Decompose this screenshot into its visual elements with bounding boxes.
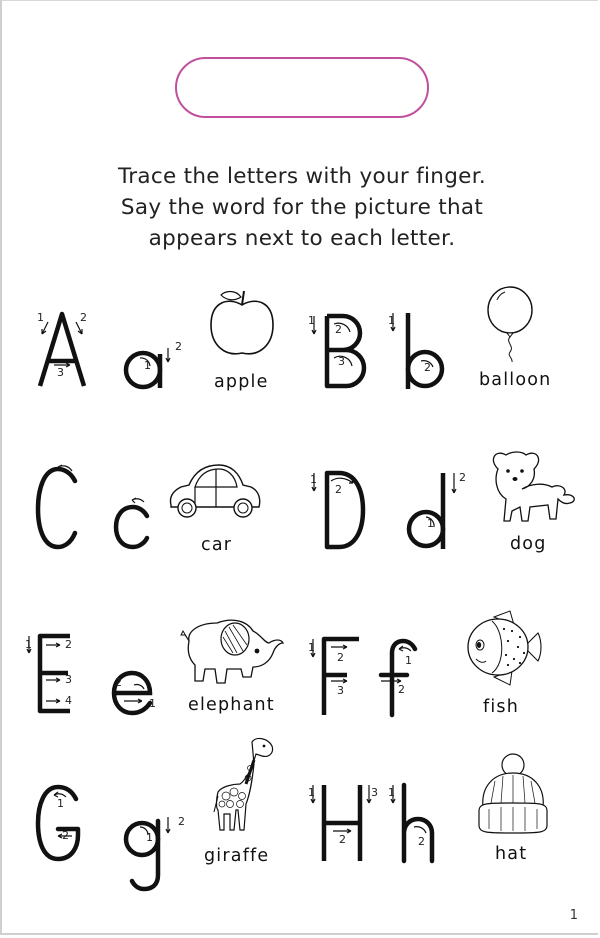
stroke-number: 3 (57, 366, 64, 379)
stroke-number: 1 (308, 314, 315, 327)
dog-icon (486, 449, 581, 524)
stroke-number: 1 (427, 517, 434, 530)
stroke-number: 2 (418, 835, 425, 848)
balloon-icon (485, 286, 535, 366)
letter-lower-c (112, 496, 152, 551)
letter-upper-f (307, 635, 367, 717)
letter-lower-b (387, 311, 447, 391)
stroke-number: 3 (337, 684, 344, 697)
letter-lower-g (124, 813, 174, 891)
stroke-number: 1 (308, 786, 315, 799)
stroke-number: 2 (80, 311, 87, 324)
letter-upper-e (24, 631, 84, 716)
stroke-number: 2 (335, 323, 342, 336)
letter-lower-d (406, 471, 466, 551)
letter-lower-h (388, 781, 448, 863)
word-label: fish (483, 697, 520, 717)
stroke-number: 3 (371, 786, 378, 799)
stroke-number: 1 (388, 314, 395, 327)
word-label: apple (214, 372, 269, 392)
giraffe-icon (202, 734, 277, 834)
word-label: giraffe (204, 846, 270, 866)
letter-upper-g (34, 783, 84, 863)
fish-icon (462, 607, 542, 689)
elephant-icon (177, 613, 287, 693)
stroke-number: 1 (310, 473, 317, 486)
word-label: dog (510, 534, 547, 554)
instruction-line-1: Trace the letters with your finger. (117, 164, 487, 189)
stroke-number: 4 (65, 694, 72, 707)
letter-upper-d (309, 469, 369, 554)
stroke-number: 3 (65, 673, 72, 686)
word-label: car (201, 535, 233, 555)
page-number: 1 (569, 908, 578, 923)
stroke-number: 2 (115, 676, 122, 689)
stroke-number: 2 (62, 829, 69, 842)
letter-upper-h (307, 781, 377, 863)
stroke-number: 1 (405, 654, 412, 667)
instructions (82, 161, 522, 254)
stroke-number: 2 (337, 651, 344, 664)
stroke-number: 1 (37, 311, 44, 324)
stroke-number: 2 (424, 361, 431, 374)
car-icon (167, 461, 262, 521)
stroke-number: 2 (335, 483, 342, 496)
stroke-number: 1 (25, 638, 32, 651)
stroke-number: 2 (175, 340, 182, 353)
word-label: balloon (479, 370, 552, 390)
instruction-line-2: Say the word for the picture that (120, 195, 484, 220)
stroke-number: 1 (144, 359, 151, 372)
instruction-line-3: appears next to each letter. (148, 226, 456, 251)
hat-icon (475, 751, 550, 836)
stroke-number: 2 (178, 815, 185, 828)
stroke-number: 1 (149, 697, 156, 710)
word-label: elephant (188, 695, 275, 715)
letter-upper-c (34, 463, 84, 553)
letter-lower-f (377, 635, 427, 717)
stroke-number: 2 (398, 683, 405, 696)
apple-icon (207, 287, 277, 359)
stroke-number: 1 (308, 641, 315, 654)
stroke-number: 3 (338, 355, 345, 368)
stroke-number: 2 (339, 833, 346, 846)
stroke-number: 2 (459, 471, 466, 484)
word-label: hat (495, 844, 528, 864)
name-box[interactable] (175, 57, 429, 118)
stroke-number: 1 (57, 797, 64, 810)
stroke-number: 1 (388, 786, 395, 799)
stroke-number: 1 (146, 831, 153, 844)
letter-upper-b (310, 306, 370, 391)
stroke-number: 2 (65, 638, 72, 651)
